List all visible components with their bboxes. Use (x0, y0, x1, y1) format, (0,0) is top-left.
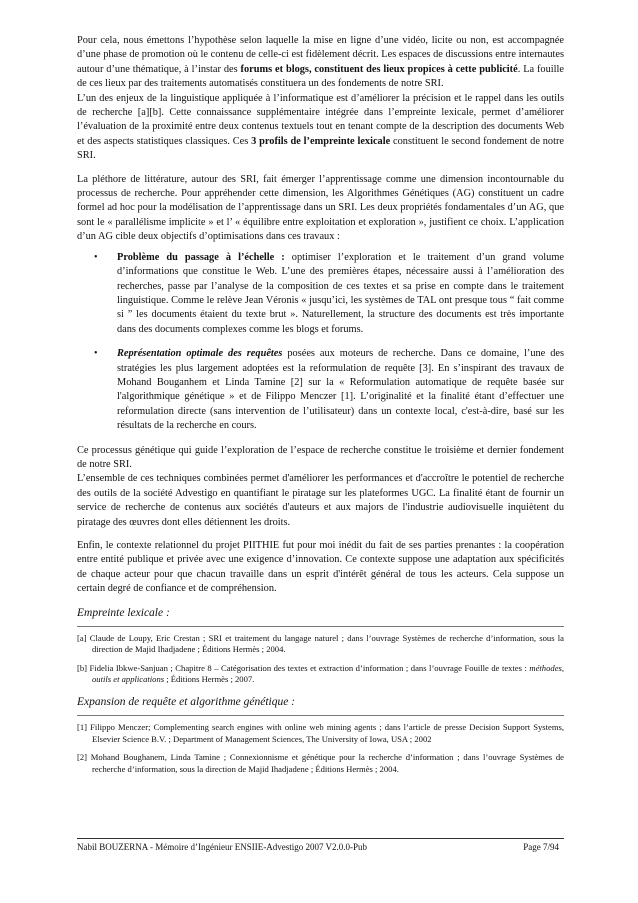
page-footer (77, 838, 564, 852)
bullet-icon: • (94, 251, 98, 263)
footer-author: Nabil BOUZERNA - Mémoire d’Ingénieur ENSIIE-Advestigo 2007 V2.0.0-Pub (77, 842, 368, 852)
paragraph-genetic-algorithms: La pléthore de littérature, autour des SRI, fait émerger l’apprentissage comme une dimension incontournable du processus de recherche. Pour appréhender cette dimension, les Algorithmes Génétiques (AG) constituent un cadre formel ad hoc pour la modélisation de l’apprentissage dans un SRI. Les deux propriétés fondamentales d’un AG, que sont le « parallélisme implicite » et l’ « équilibre entre exploitation et exploration », justifient ce choix. L’application d’un AG cible deux objectifs d’optimisations dans ces travaux : (77, 173, 564, 243)
paragraph-linguistics: L’un des enjeux de la linguistique appliquée à l’informatique est d’améliorer la précision et le rappel dans les outils de recherche [a][b]. Cette connaissance supplémentaire intégrée dans l’empreinte lexicale, permet d’améliorer l’évaluation de la proximité entre deux contenus textuels tout en tenant compte de la description des documents Web et des aspects statistiques classiques. Ces 3 profils de l’empreinte lexicale constituent le second fondement de notre SRI. (77, 92, 564, 162)
bullet-head: Représentation optimale des requêtes (117, 348, 283, 360)
reference-item: [2] Mohand Boughanem, Linda Tamine ; Connexionnisme et génétique pour la recherche d’information ; dans l’ouvrage Systèmes de recherche d’information, sous la direction de Majid Ihadjadene ; Éditions Hermès ; 2004. (77, 752, 564, 774)
page-content (77, 34, 564, 782)
paragraph-hypothesis: Pour cela, nous émettons l’hypothèse selon laquelle la mise en ligne d’une vidéo, licite ou non, est accompagnée d’une phase de promotion où le contenu de celle-ci est fidèlement décrit. Les espaces de discussions entre internautes autour d’une thématique, à l’instar des forums et blogs, constituent des lieux propices à cette publicité. La fouille de ces lieux par des traitements automatisés constituera un des fondements de notre SRI. (77, 35, 564, 90)
bold-lexical-profiles: 3 profils de l’empreinte lexicale (251, 135, 391, 147)
paragraph-context: Enfin, le contexte relationnel du projet PIITHIE fut pour moi inédit du fait de ses parties prenantes : la coopération entre entité publique et privée avec une exigence d’innovation. Ce contexte suppose une adaptation aux spécificités de chaque acteur pour que chacun travaille dans un esprit d'intérêt général de tous les acteurs. Cela suppose un certain degré de confiance et de compréhension. (77, 540, 564, 595)
bullet-head: Problème du passage à l’échelle : (117, 251, 285, 263)
section-divider (77, 715, 564, 716)
section-title-lexical: Empreinte lexicale : (77, 606, 170, 619)
reference-item: [a] Claude de Loupy, Eric Crestan ; SRI et traitement du langage naturel ; dans l’ouvrage Systèmes de recherche d’information, sous la direction de Majid Ihadjadene ; Éditions Hermès ; 2004. (77, 632, 564, 655)
reference-item: [b] Fidelia Ibkwe-Sanjuan ; Chapitre 8 – Catégorisation des textes et extraction d’information ; dans l’ouvrage Fouille de textes : méthodes, outils et applications ; Éditions Hermès ; 2007. (77, 662, 564, 685)
objectives-list (77, 251, 564, 434)
paragraph-techniques: L’ensemble de ces techniques combinées permet d'améliorer les performances et d'accroître le potentiel de recherche des outils de la société Advestigo en quantifiant le piratage sur les plateformes UGC. La finalité étant de fournir un service de recherche de contenus aux sociétés d'auteurs et aux majors de l'industrie audiovisuelle inquiètent du piratage des œuvres dont elles détiennent les droits. (77, 473, 564, 528)
section-divider (77, 626, 564, 627)
page-number: Page 7/94 (523, 842, 559, 852)
reference-item: [1] Filippo Menczer; Complementing search engines with online web mining agents ; dans l’article de presse Decision Support Systems, Elsevier Science B.V. ; Department of Management Sciences, The University of Iowa, USA ; 2002 (77, 722, 564, 744)
list-item: • Représentation optimale des requêtes posées aux moteurs de recherche. Dans ce domaine, l’une des stratégies les plus largement adoptées est la reformulation de requête [3]. En s’inspirant des travaux de Mohand Bouganhem et Linda Tamine [2] sur la « Reformulation automatique de requête basée sur l'algorithmique génétique » et de Filippo Menczer [1]. L’originalité et la finalité étant d’effectuer une reformulation directe (sans intervention de l’utilisateur) dans un contexte local, c'est-à-dire, basé sur les résultats de la recherche en cours. (94, 348, 565, 432)
bold-forums-blogs: forums et blogs, constituent des lieux propices à cette publicité (240, 63, 518, 75)
paragraph-genetic-process: Ce processus génétique qui guide l’exploration de l’espace de recherche constitue le troisième et dernier fondement de notre SRI. (77, 444, 564, 470)
section-title-expansion: Expansion de requête et algorithme génétique : (77, 696, 296, 708)
list-item: • Problème du passage à l’échelle : optimiser l’exploration et le traitement d’un grand volume d’informations que constitue le Web. L’une des premières étapes, nécessaire aussi à l’amélioration des recherches, passe par l’analyse de la composition de ces textes et sa prise en compte dans le traitement linguistique. Comme le relève Jean Véronis « jusqu’ici, les systèmes de TAL ont presque tous “ fait comme si ” les documents étaient du texte brut ». Naturellement, la structure des documents est très importante dans des documents complexes comme les blogs et forums. (94, 251, 564, 335)
bullet-icon: • (94, 348, 98, 360)
